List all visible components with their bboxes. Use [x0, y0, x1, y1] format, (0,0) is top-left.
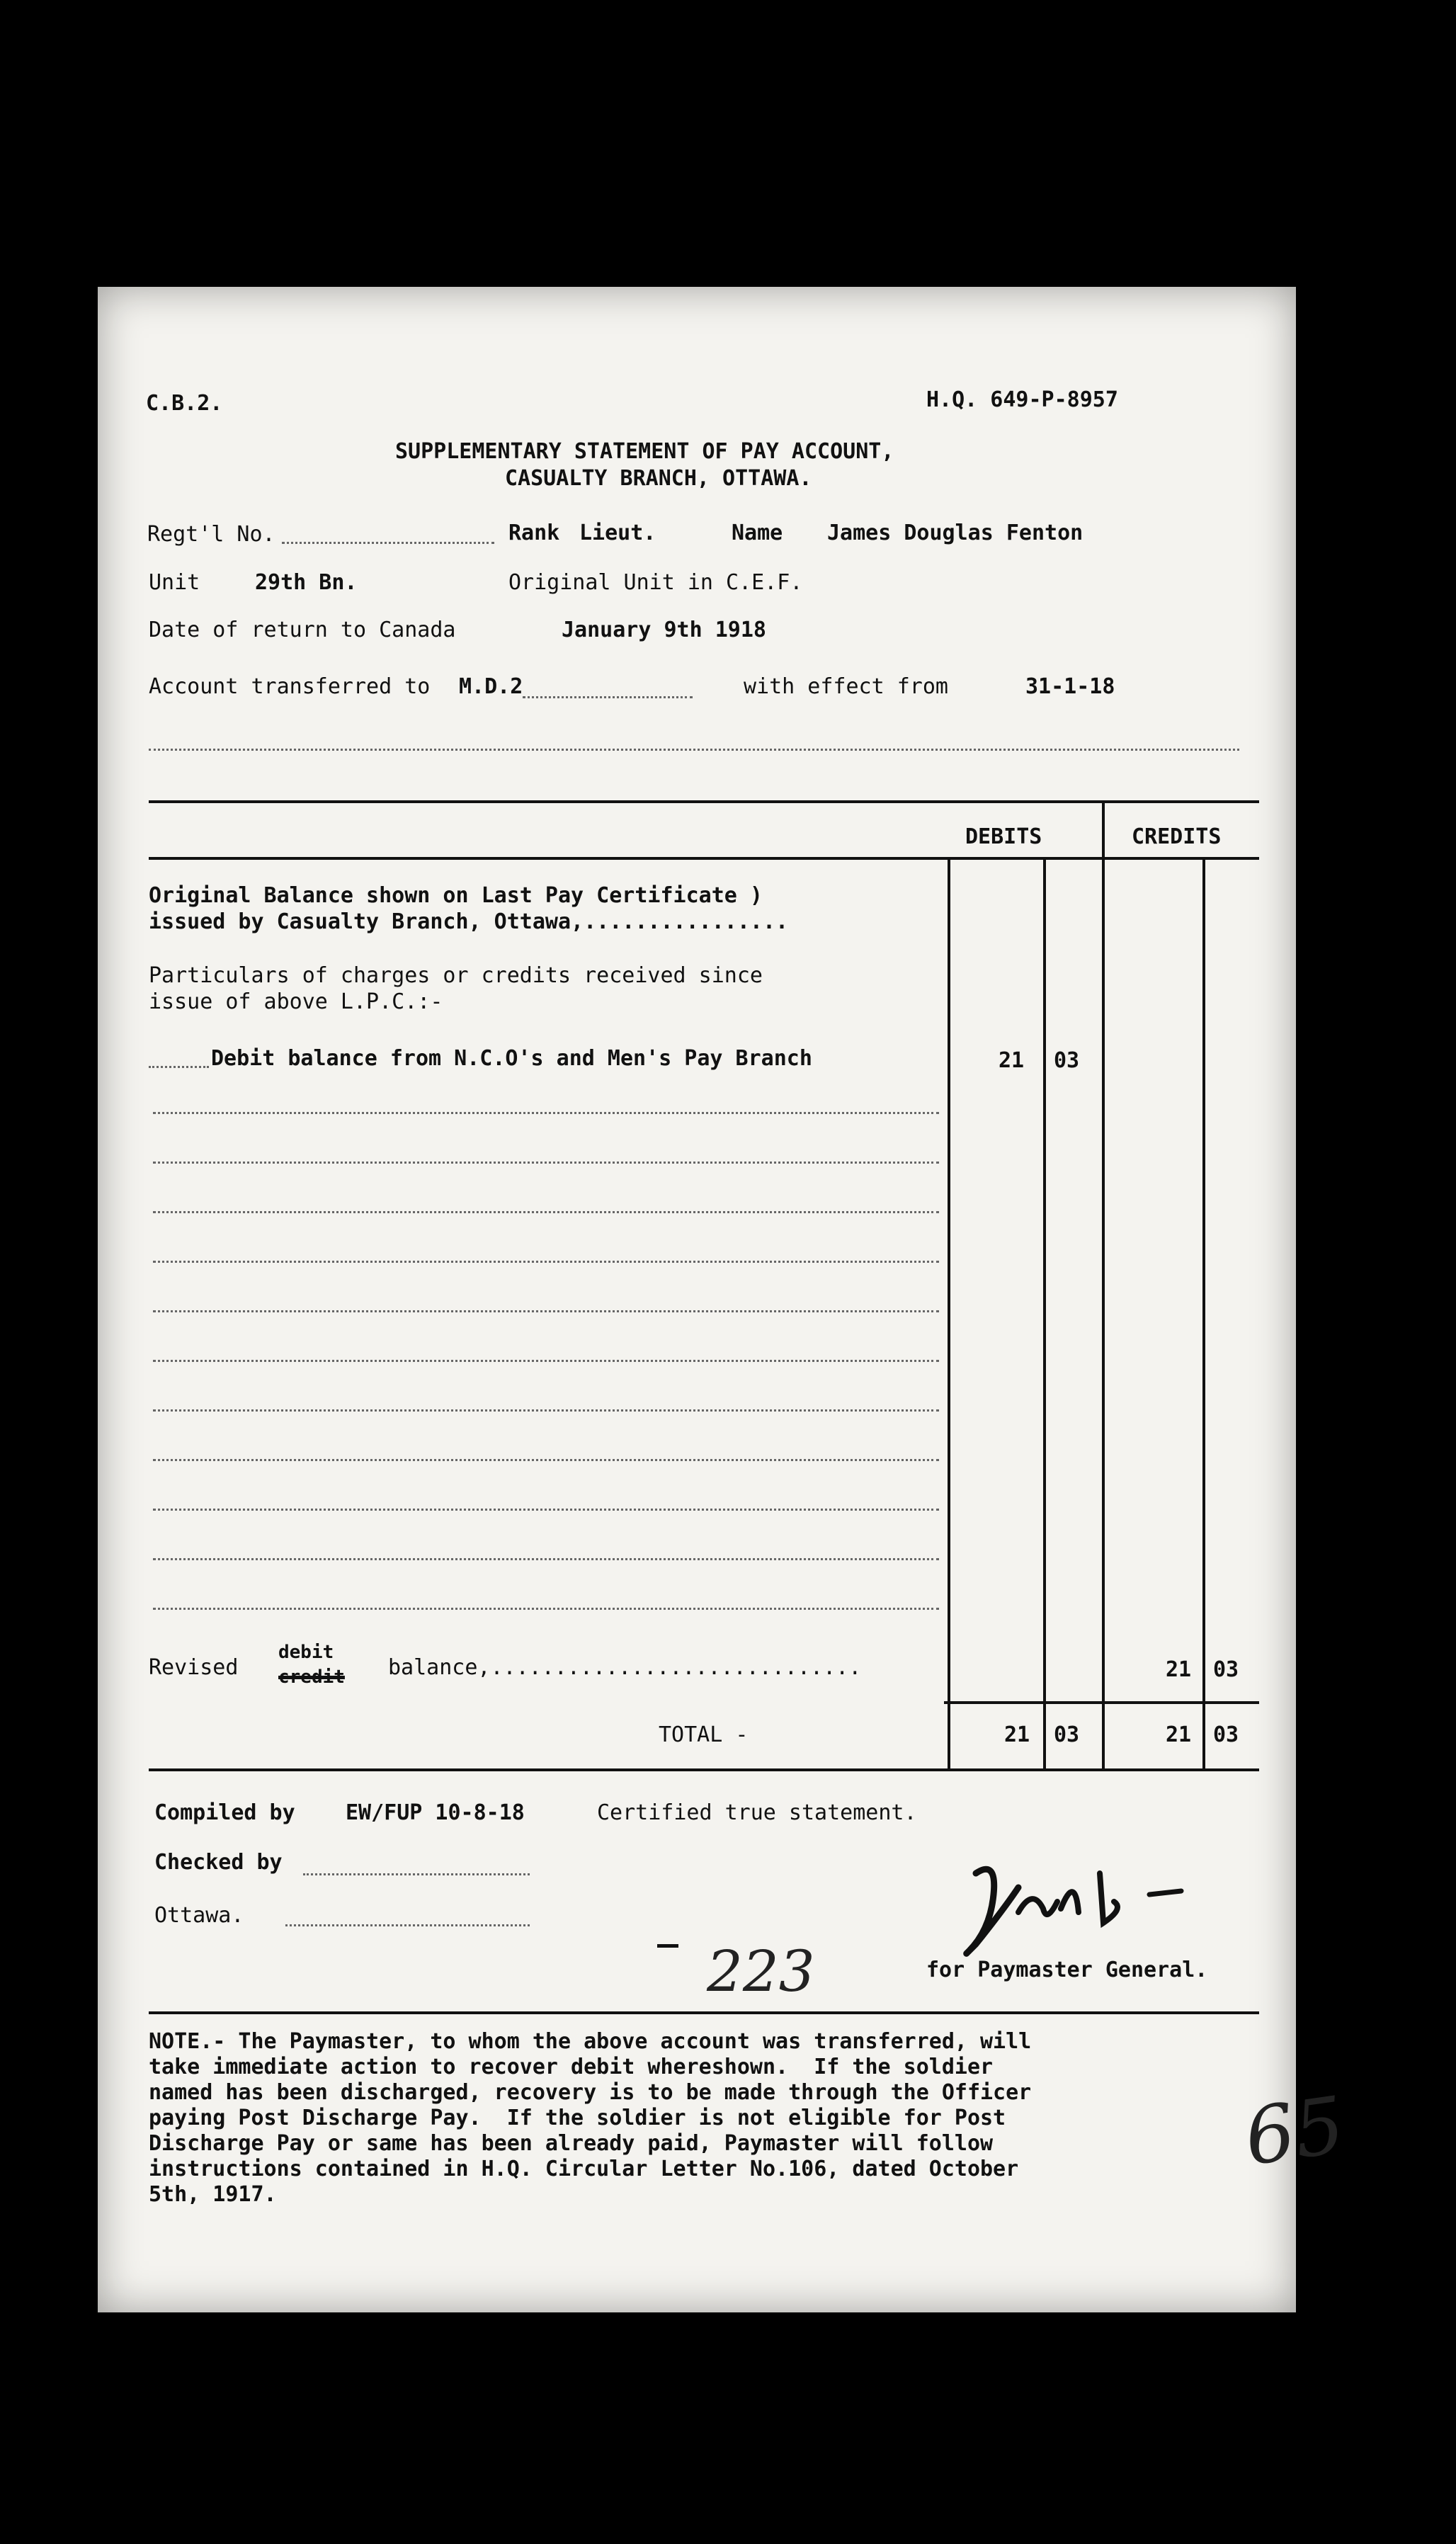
transfer-blank — [523, 696, 693, 698]
entry-debit-dollars: 21 — [999, 1048, 1025, 1073]
hq-file-number: H.Q. 649-P-8957 — [926, 387, 1118, 412]
pay-statement-document — [98, 287, 1350, 2312]
revised-credit-cents: 03 — [1213, 1657, 1239, 1682]
handwritten-number: 223 — [707, 1938, 815, 2004]
original-unit-label: Original Unit in C.E.F. — [508, 570, 803, 595]
certified-statement: Certified true statement. — [597, 1800, 917, 1825]
debits-cents-rule — [1043, 857, 1046, 1771]
return-date-value: January 9th 1918 — [562, 618, 766, 642]
ledger-line — [153, 1360, 939, 1362]
note-line-7: 5th, 1917. — [149, 2182, 277, 2207]
original-balance-line1: Original Balance shown on Last Pay Certificate ) — [149, 883, 763, 908]
form-code: C.B.2. — [146, 391, 223, 416]
total-label: TOTAL - — [659, 1722, 749, 1747]
revised-credit-dollars: 21 — [1166, 1657, 1192, 1682]
document-subtitle: CASUALTY BRANCH, OTTAWA. — [505, 466, 812, 491]
revised-balance: balance,............................. — [388, 1655, 862, 1680]
ledger-line — [153, 1211, 939, 1213]
checked-blank — [303, 1873, 530, 1875]
rank-value: Lieut. — [579, 521, 656, 545]
total-debit-cents: 03 — [1054, 1722, 1080, 1747]
debits-header: DEBITS — [965, 824, 1042, 849]
table-bottom-rule — [149, 1768, 1259, 1771]
regt-no-blank — [282, 542, 494, 544]
ledger-line — [153, 1310, 939, 1312]
debits-column-rule — [948, 857, 950, 1771]
ledger-line — [153, 1162, 939, 1164]
revised-credit-struck: credit — [278, 1666, 345, 1688]
note-line-6: instructions contained in H.Q. Circular Letter No.106, dated October — [149, 2157, 1019, 2181]
credits-cents-rule — [1202, 857, 1205, 1771]
total-debit-dollars: 21 — [1004, 1722, 1030, 1747]
name-label: Name — [732, 521, 783, 545]
ledger-line — [153, 1409, 939, 1412]
paymaster-signature — [955, 1845, 1210, 1965]
entry-leader — [149, 1066, 209, 1068]
note-line-2: take immediate action to recover debit whereshown. If the soldier — [149, 2055, 994, 2079]
compiled-value: EW/FUP 10-8-18 — [346, 1800, 525, 1825]
checked-label: Checked by — [154, 1850, 283, 1875]
total-credit-cents: 03 — [1213, 1722, 1239, 1747]
note-line-4: paying Post Discharge Pay. If the soldier is not eligible for Post — [149, 2106, 1006, 2130]
particulars-line2: issue of above L.P.C.:- — [149, 989, 443, 1014]
handwritten-dash — [657, 1944, 678, 1948]
particulars-line1: Particulars of charges or credits received since — [149, 963, 763, 988]
ledger-line — [153, 1261, 939, 1263]
ledger-line — [153, 1459, 939, 1461]
effect-value: 31-1-18 — [1025, 674, 1115, 699]
ledger-line — [153, 1509, 939, 1511]
total-top-rule — [944, 1701, 1259, 1704]
credits-column-rule — [1102, 800, 1105, 1771]
unit-value: 29th Bn. — [255, 570, 358, 595]
note-line-3: named has been discharged, recovery is to be made through the Officer — [149, 2080, 1032, 2105]
unit-label: Unit — [149, 570, 200, 595]
return-date-label: Date of return to Canada — [149, 618, 456, 642]
transfer-label: Account transferred to — [149, 674, 431, 699]
paymaster-label: for Paymaster General. — [926, 1958, 1208, 1982]
note-line-5: Discharge Pay or same has been already paid, Paymaster will follow — [149, 2131, 994, 2156]
compiled-label: Compiled by — [154, 1800, 295, 1825]
ottawa-label: Ottawa. — [154, 1903, 244, 1928]
table-top-rule — [149, 800, 1259, 803]
entry-debit-cents: 03 — [1054, 1048, 1080, 1073]
rank-label: Rank — [508, 521, 560, 545]
transfer-value: M.D.2 — [459, 674, 523, 699]
ledger-line — [153, 1112, 939, 1114]
ottawa-blank — [285, 1924, 530, 1926]
note-separator — [149, 2011, 1259, 2014]
document-title: SUPPLEMENTARY STATEMENT OF PAY ACCOUNT, — [395, 439, 894, 464]
ledger-line — [153, 1558, 939, 1560]
revised-debit-word: debit — [278, 1642, 334, 1663]
revised-label: Revised — [149, 1655, 239, 1680]
blank-line — [149, 749, 1239, 751]
note-line-1: NOTE.- The Paymaster, to whom the above account was transferred, will — [149, 2029, 1032, 2054]
regt-no-label: Regt'l No. — [147, 522, 275, 547]
total-credit-dollars: 21 — [1166, 1722, 1192, 1747]
ledger-line — [153, 1608, 939, 1610]
margin-handwritten-mark: 65 — [1239, 2079, 1350, 2184]
original-balance-line2: issued by Casualty Branch, Ottawa,................ — [149, 909, 789, 934]
debit-balance-entry: Debit balance from N.C.O's and Men's Pay Branch — [211, 1046, 812, 1071]
effect-label: with effect from — [744, 674, 948, 699]
credits-header: CREDITS — [1132, 824, 1222, 849]
name-value: James Douglas Fenton — [827, 521, 1084, 545]
table-header-rule — [149, 857, 1259, 860]
